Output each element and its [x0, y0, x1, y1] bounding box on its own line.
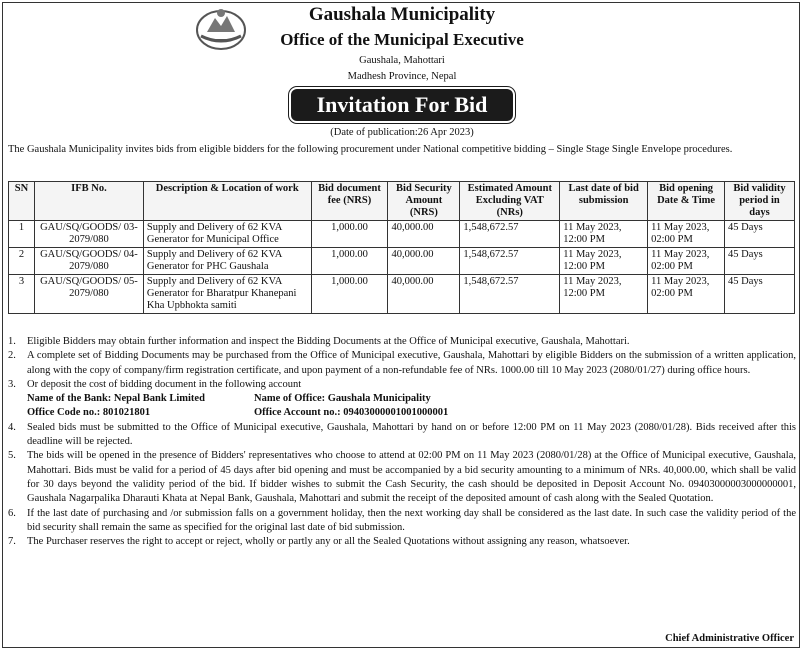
cell-opening: 11 May 2023, 02:00 PM: [648, 221, 725, 248]
note-number: 3.: [8, 378, 16, 390]
note-item: [8, 449, 796, 506]
office-code: Office Code no.: 801021801: [27, 407, 151, 419]
intro-paragraph: The Gaushala Municipality invites bids from eligible bidders for the following procurement under National competitive bidding – Single Stage Single Envelope procedures.: [8, 144, 733, 155]
note-number: 1.: [8, 336, 16, 347]
cell-ifb: GAU/SQ/GOODS/ 04-2079/080: [34, 248, 143, 275]
bank-name: Name of the Bank: Nepal Bank Limited: [27, 393, 205, 405]
note-text: A complete set of Bidding Documents may be purchased from the Office of Municipal executive, Gaushala, Mahottari by eligible Bidders on the submission of a written application, along with the copy of company/firm registration certificate, and upon payment of a non-refundable fee of NRs. 1000.00 till 10 May 2023 (2080/01/27) during office hours.: [27, 350, 796, 376]
note-item: [8, 335, 796, 349]
note-number: 5.: [8, 450, 16, 462]
cell-ifb: GAU/SQ/GOODS/ 03-2079/080: [34, 221, 143, 248]
note-text: The bids will be opened in the presence of Bidders' representatives who choose to attend at 02:00 PM on 11 May 2023 (2080/01/28) at the Office of Municipal executive, Gaushala, Mahottari. Bids must be valid for a period of 45 days after bid opening and must be accompanied by a bid security amounting to a minimum of NRs. 40,000.00, which shall be valid for 30 days beyond the validity period of the bid. If bidder wishes to submit the Cash Security, the cash should be deposited in Deposit Account No. 09403000003000000001, Gaushala Nagarpalika Dharauti Khata at Nepal Bank, Gaushala, Mahottari and submit the receipt of the deposited amount of cash along with the Sealed Quotation.: [27, 450, 796, 505]
cell-opening: 11 May 2023, 02:00 PM: [648, 275, 725, 314]
col-header-ifb: IFB No.: [34, 182, 143, 221]
cell-last-date: 11 May 2023, 12:00 PM: [560, 221, 648, 248]
notice-title: Invitation For Bid: [316, 92, 488, 117]
bank-account-row-2: [8, 406, 796, 420]
col-header-validity: Bid validity period in days: [725, 182, 795, 221]
office-name: Office of the Municipal Executive: [280, 30, 524, 49]
cell-description: Supply and Delivery of 62 KVA Generator for Municipal Office: [143, 221, 311, 248]
notes-list: [8, 335, 796, 549]
col-header-sn: SN: [9, 182, 35, 221]
note-number: 2.: [8, 350, 16, 362]
note-item: [8, 378, 796, 392]
note-number: 4.: [8, 421, 16, 433]
table-row: [9, 275, 795, 314]
col-header-security: Bid Security Amount (NRS): [388, 182, 460, 221]
publication-date: (Date of publication:26 Apr 2023): [330, 127, 474, 138]
address-line2: Madhesh Province, Nepal: [347, 71, 457, 82]
table-header-row: [9, 182, 795, 221]
cell-doc-fee: 1,000.00: [311, 275, 388, 314]
signature-title: Chief Administrative Officer: [665, 633, 794, 644]
note-text: The Purchaser reserves the right to accept or reject, wholly or partly any or all the Sealed Quotations without assigning any reason, whatsoever.: [27, 536, 630, 548]
col-header-doc-fee: Bid document fee (NRS): [311, 182, 388, 221]
note-text: Sealed bids must be submitted to the Office of Municipal executive, Gaushala, Mahottari by hand on or before 12:00 PM on 11 May 2023 (2080/01/28). Bids received after this deadline will be rejected.: [27, 421, 796, 448]
cell-doc-fee: 1,000.00: [311, 248, 388, 275]
cell-description: Supply and Delivery of 62 KVA Generator for Bharatpur Khanepani Kha Upbhokta samiti: [143, 275, 311, 314]
note-text: Or deposit the cost of bidding document in the following account: [27, 378, 302, 390]
cell-last-date: 11 May 2023, 12:00 PM: [560, 275, 648, 314]
cell-security: 40,000.00: [388, 248, 460, 275]
col-header-opening: Bid opening Date & Time: [648, 182, 725, 221]
bank-account-row-1: [8, 392, 796, 406]
cell-estimate: 1,548,672.57: [460, 221, 560, 248]
cell-description: Supply and Delivery of 62 KVA Generator for PHC Gaushala: [143, 248, 311, 275]
cell-opening: 11 May 2023, 02:00 PM: [648, 248, 725, 275]
col-header-description: Description & Location of work: [143, 182, 311, 221]
cell-estimate: 1,548,672.57: [460, 248, 560, 275]
note-item: [8, 507, 796, 536]
note-item: [8, 535, 796, 549]
office-name-label: Name of Office: Gaushala Municipality: [254, 393, 431, 405]
table-row: [9, 221, 795, 248]
note-number: 6.: [8, 507, 16, 519]
cell-ifb: GAU/SQ/GOODS/ 05-2079/080: [34, 275, 143, 314]
note-item: [8, 421, 796, 450]
note-number: 7.: [8, 536, 16, 548]
notice-title-box: [291, 89, 513, 121]
cell-security: 40,000.00: [388, 275, 460, 314]
cell-doc-fee: 1,000.00: [311, 221, 388, 248]
office-account: Office Account no.: 09403000001001000001: [254, 407, 449, 419]
cell-last-date: 11 May 2023, 12:00 PM: [560, 248, 648, 275]
table-row: [9, 248, 795, 275]
col-header-estimate: Estimated Amount Excluding VAT (NRs): [460, 182, 560, 221]
bid-table: [8, 181, 795, 314]
cell-validity: 45 Days: [725, 275, 795, 314]
municipality-name: Gaushala Municipality: [308, 4, 496, 25]
address-line1: Gaushala, Mahottari: [359, 55, 445, 66]
cell-estimate: 1,548,672.57: [460, 275, 560, 314]
cell-sn: 2: [9, 248, 35, 275]
cell-validity: 45 Days: [725, 221, 795, 248]
cell-sn: 3: [9, 275, 35, 314]
cell-sn: 1: [9, 221, 35, 248]
note-text: If the last date of purchasing and /or submission falls on a government holiday, then the next working day shall be considered as the last date. In such case the validity period of the bid security shall remain the same as specified for the original last date of bid submission.: [27, 507, 796, 533]
note-item: [8, 349, 796, 378]
note-text: Eligible Bidders may obtain further information and inspect the Bidding Documents at the Office of Municipal executive, Gaushala, Mahottari.: [27, 336, 630, 347]
cell-security: 40,000.00: [388, 221, 460, 248]
cell-validity: 45 Days: [725, 248, 795, 275]
col-header-last-date: Last date of bid submission: [560, 182, 648, 221]
